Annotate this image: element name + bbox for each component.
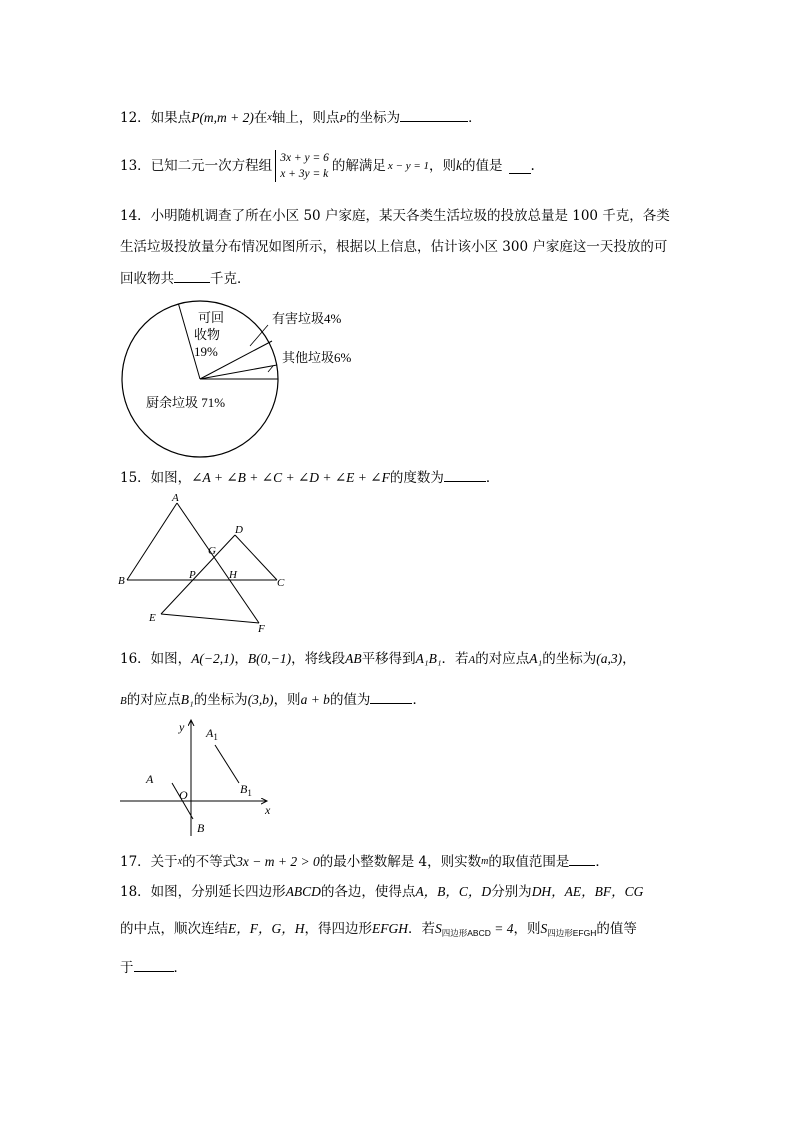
question-16-line-2: B的对应点B₁的坐标为(3,b)，则a + b的值为 ． (120, 689, 426, 711)
segment-A1B1 (215, 745, 239, 783)
question-13: 13．已知二元一次方程组 3x + y = 6 x + 3y = k 的解满足 x − y = 1，则k的值是 . (120, 152, 535, 180)
label-recyclable-1: 可回 (198, 310, 225, 325)
question-16-line-1: 16．如图，A(−2,1)，B(0,−1)，将线段AB平移得到A₁B₁．若A的对应点A₁的坐标为(a,3)， (120, 651, 636, 667)
q17-answer-blank[interactable] (569, 851, 595, 866)
q13-answer-blank[interactable] (509, 159, 531, 174)
label-A: A (172, 492, 179, 504)
label-E: E (149, 612, 156, 624)
question-14-line-1: 14．小明随机调查了所在小区 50 户家庭，某天各类生活垃圾的投放总量是 100 千克，各类 (120, 208, 670, 224)
label-B: B (118, 575, 125, 587)
label-C: C (277, 577, 285, 589)
equation-system: 3x + y = 6 x + 3y = k (275, 150, 329, 182)
label-A: A (146, 772, 154, 786)
label-B1: $B_1$ (240, 782, 252, 798)
q15-answer-blank[interactable] (444, 467, 486, 482)
label-F: F (258, 623, 265, 635)
triangles-figure (115, 490, 295, 635)
coordinate-figure (115, 712, 285, 840)
label-G: G (208, 545, 216, 557)
q18-answer-blank[interactable] (134, 957, 174, 972)
question-18-line-3: 于 ． (120, 957, 187, 978)
question-15: 15．如图，∠A + ∠B + ∠C + ∠D + ∠E + ∠F的度数为 ． (120, 467, 499, 488)
slice-divider-other (200, 365, 277, 379)
question-12: 12．如果点P(m,m + 2)在x轴上，则点P的坐标为 ． (120, 107, 482, 129)
label-recyclable-3: 19% (194, 344, 218, 359)
q12-number: 12． (120, 110, 151, 126)
q12-answer-blank[interactable] (400, 107, 468, 122)
label-hazardous: 有害垃圾4% (272, 311, 342, 326)
label-other: 其他垃圾6% (282, 350, 352, 365)
question-18-line-2: 的中点，顺次连结E，F，G，H，得四边形EFGH．若$S_{四边形ABCD} = 4$，则$S_{四边形EFGH}$的值等 (120, 921, 637, 938)
label-kitchen: 厨余垃圾 71% (146, 395, 226, 410)
label-H: H (229, 569, 237, 581)
label-B: B (197, 821, 205, 835)
label-recyclable-2: 收物 (194, 327, 221, 342)
label-D: D (235, 524, 243, 536)
pie-chart (110, 292, 380, 462)
label-O: O (179, 788, 188, 802)
label-y: y (179, 720, 185, 734)
question-14-line-3: 回收物共 千克． (120, 268, 251, 289)
q14-answer-blank[interactable] (174, 268, 210, 283)
label-A1: $A_1$ (206, 726, 218, 742)
label-P: P (189, 569, 196, 581)
question-17: 17．关于x的不等式3x − m + 2 > 0的最小整数解是 4，则实数m的取值范围是 ． (120, 851, 609, 872)
q16-answer-blank[interactable] (370, 689, 412, 704)
label-x: x (265, 803, 271, 817)
question-14-line-2: 生活垃圾投放量分布情况如图所示，根据以上信息，估计该小区 300 户家庭这一天投放的可 (120, 239, 668, 255)
question-18-line-1: 18．如图，分别延长四边形ABCD的各边，使得点A，B，C，D分别为DH，AE，BF，CG (120, 884, 644, 900)
